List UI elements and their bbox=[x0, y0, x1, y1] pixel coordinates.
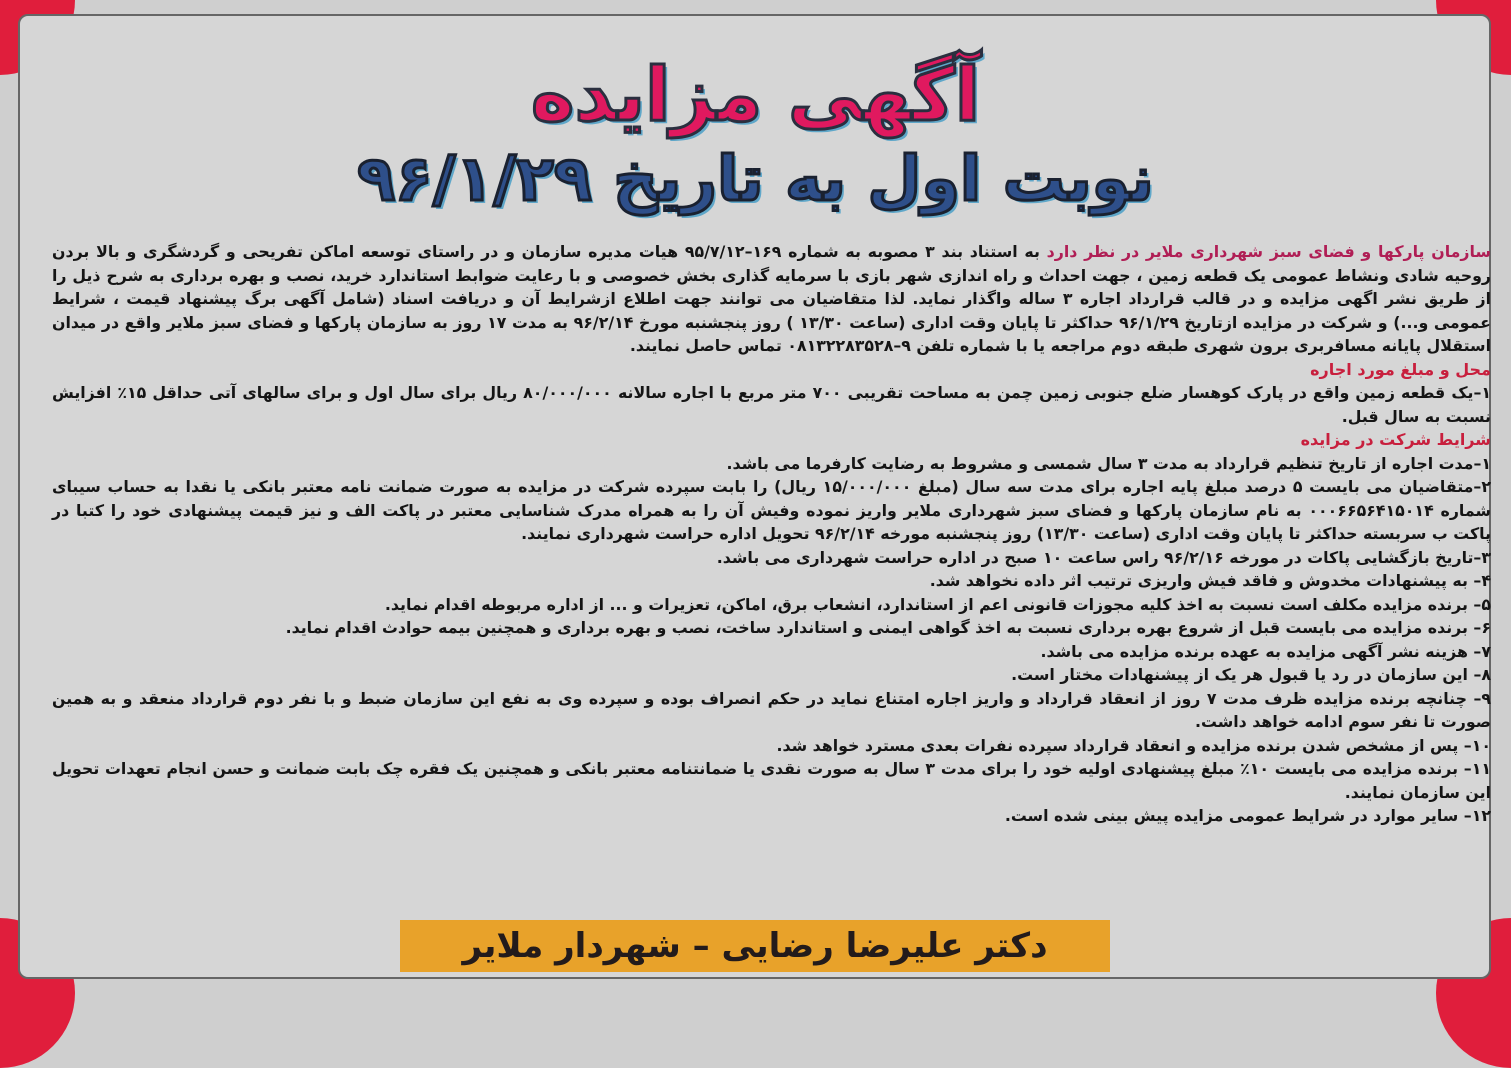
notice-title: آگهی مزایده bbox=[530, 52, 981, 138]
condition-item: ۱۱– برنده مزایده می بایست ۱۰٪ مبلغ پیشنهادی اولیه خود را برای مدت ۳ سال به صورت نقدی یا ضمانتنامه معتبر بانکی و همچنین یک فقره چک بابت ضمانت و حسن انجام تعهدات تحویل این سازمان نمایند. bbox=[52, 759, 1491, 802]
section-heading-conditions: شرایط شرکت در مزایده bbox=[1300, 430, 1491, 449]
condition-item: ۱۲– سایر موارد در شرایط عمومی مزایده پیش بینی شده است. bbox=[1004, 806, 1491, 825]
intro-organization: سازمان پارکها و فضای سبز شهرداری ملایر در نظر دارد bbox=[1046, 242, 1491, 261]
condition-item: ۴– به پیشنهادات مخدوش و فاقد فیش واریزی ترتیب اثر داده نخواهد شد. bbox=[929, 571, 1491, 590]
condition-item: ۲–متقاضیان می بایست ۵ درصد مبلغ پایه اجاره برای مدت سه سال (مبلغ ۱۵/۰۰۰/۰۰۰ ریال) را بابت سپرده شرکت در مزایده به صورت ضمانت نامه معتبر بانکی یا نقدا به حساب سیبای شماره ۰۰۰۶۶۵۶۴۱۵۰۱۴ به نام سازمان پارکها و فضای سبز شهرداری ملایر واریز نموده وفیش آن را به همراه مدرک شناسایی معتبر در پاکت الف و نیز قیمت پیشنهادی خود را کتبا در پاکت ب سربسته حداکثر تا پایان وقت اداری (ساعت ۱۳/۳۰) روز پنجشنبه مورخه ۹۶/۲/۱۴ تحویل اداره حراست شهرداری نمایند. bbox=[52, 477, 1491, 543]
signature-text: دکتر علیرضا رضایی – شهردار ملایر bbox=[462, 926, 1048, 966]
condition-item: ۵– برنده مزایده مکلف است نسبت به اخذ کلیه مجوزات قانونی اعم از استاندارد، انشعاب برق، اماکن، تعزیرات و ... از اداره مربوطه اقدام نماید. bbox=[384, 594, 1491, 614]
condition-item: ۱۰– پس از مشخص شدن برنده مزایده و انعقاد قرارداد سپرده نفرات بعدی مسترد خواهد شد. bbox=[776, 735, 1491, 755]
condition-item: ۹– چنانچه برنده مزایده ظرف مدت ۷ روز از انعقاد قرارداد و واریز اجاره امتناع نماید در حکم انصراف بوده و سپرده وی به نفع این سازمان ضبط و با نفر دوم قرارداد منعقد و به همین صورت تا نفر سوم ادامه خواهد داشت. bbox=[52, 688, 1491, 731]
notice-body bbox=[52, 240, 1491, 828]
condition-item: ۶– برنده مزایده می بایست قبل از شروع بهره برداری نسبت به اخذ گواهی ایمنی و استاندارد ساخت، نصب و بهره برداری و همچنین بیمه حوادث اقدام نماید. bbox=[285, 618, 1491, 637]
section-heading-location: محل و مبلغ مورد اجاره bbox=[1310, 359, 1491, 379]
condition-item: ۷– هزینه نشر آگهی مزایده به عهده برنده مزایده می باشد. bbox=[1040, 641, 1491, 661]
lease-item: ۱–یک قطعه زمین واقع در پارک کوهسار ضلع جنوبی زمین چمن به مساحت تقریبی ۷۰۰ متر مربع با اجاره سالانه ۸۰/۰۰۰/۰۰۰ ریال برای سال اول و برای سالهای آتی حداقل ۱۵٪ افزایش نسبت به سال قبل. bbox=[52, 383, 1492, 426]
condition-item: ۸– این سازمان در رد یا قبول هر یک از پیشنهادات مختار است. bbox=[1011, 665, 1491, 684]
notice-subtitle: نوبت اول به تاریخ ۹۶/۱/۲۹ bbox=[357, 142, 1154, 215]
condition-item: ۱–مدت اجاره از تاریخ تنظیم قرارداد به مدت ۳ سال شمسی و مشروط به رضایت کارفرما می باشد. bbox=[726, 453, 1491, 473]
intro-paragraph bbox=[52, 240, 1491, 358]
condition-item: ۳–تاریخ بازگشایی پاکات در مورخه ۹۶/۲/۱۶ راس ساعت ۱۰ صبح در اداره حراست شهرداری می باشد. bbox=[716, 547, 1491, 567]
intro-text: به استناد بند ۳ مصوبه به شماره ۱۶۹–۹۵/۷/۱۲ هیات مدیره سازمان و در راستای توسعه اماکن تفریحی و گردشگری و بالا بردن روحیه شادی ونشاط عمومی یک قطعه زمین ، جهت احداث و راه اندازی شهر بازی با سرمایه گذاری بخش خصوصی و با رعایت ضوابط استاندارد خرید، نصب و بهره برداری به شرح ذیل را از طریق نشر اگهی مزایده و در قالب قرارداد اجاره ۳ ساله واگذار نماید. لذا متقاضیان می توانند جهت اطلاع ازشرایط آن و دریافت اسناد (شامل آگهی برگ پیشنهاد قیمت ، شرایط عمومی و...) و شرکت در مزایده ازتاریخ ۹۶/۱/۲۹ حداکثر تا پایان وقت اداری (ساعت ۱۳/۳۰ ) روز پنجشنبه مورخ ۹۶/۲/۱۴ به مدت ۱۷ روز به سازمان پارکها و فضای سبز ملایر واقع در میدان استقلال پایانه مسافربری برون شهری طبقه دوم مراجعه یا با شماره تلفن ۹–۰۸۱۳۲۲۸۳۵۲۸ تماس حاصل نمایند. bbox=[52, 242, 1491, 355]
signature-bar bbox=[400, 920, 1110, 972]
